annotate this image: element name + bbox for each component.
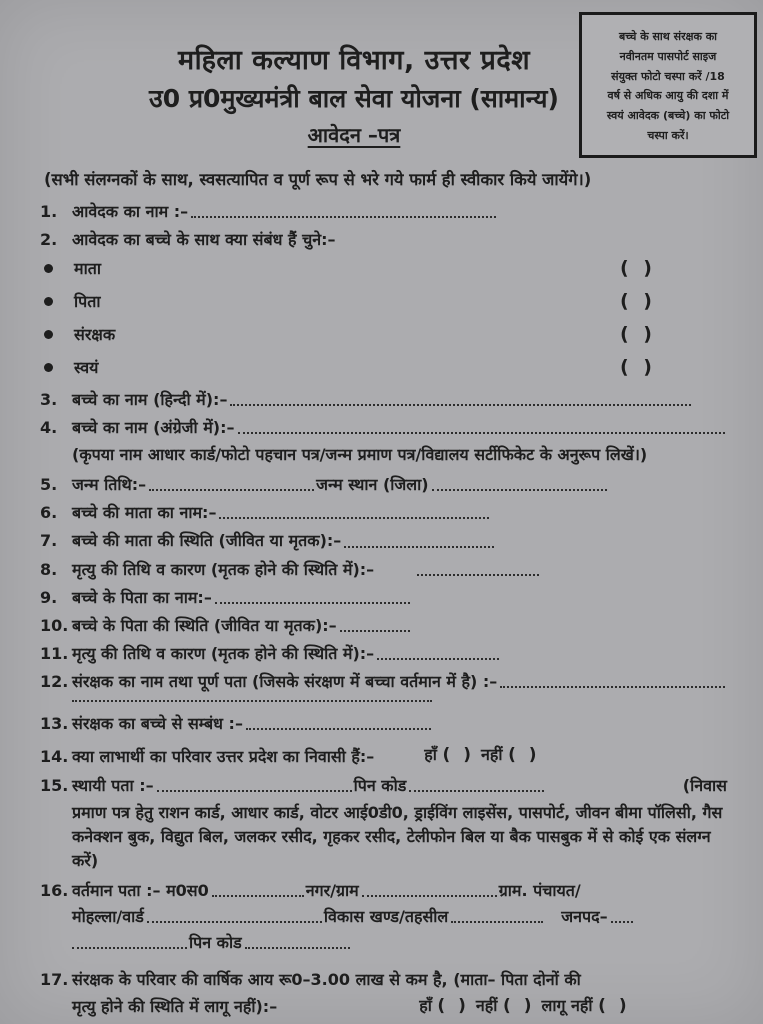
option-yes <box>424 744 471 766</box>
form-item-5 <box>40 474 727 495</box>
form-item-3 <box>40 389 727 410</box>
blank-guardian-relation[interactable] <box>246 726 431 730</box>
item-label: वर्तमान पता :– म0स0 <box>72 880 209 900</box>
item-number: 1. <box>40 201 58 221</box>
photo-instruction-box <box>579 12 757 158</box>
form-item-16-line2 <box>40 906 727 927</box>
item-label: मृत्यु की तिथि व कारण (मृतक होने की स्थिति में):– <box>72 643 375 663</box>
blank-guardian-address-line2[interactable] <box>72 698 432 702</box>
blank-district[interactable] <box>611 919 633 923</box>
form-item-2 <box>40 229 727 250</box>
form-item-7 <box>40 530 727 551</box>
option-label: पिता <box>74 291 101 311</box>
relationship-option-mother <box>52 257 727 279</box>
item-number: 14. <box>40 746 69 766</box>
item-number: 8. <box>40 559 58 579</box>
form-item-6 <box>40 502 727 523</box>
item-label: संरक्षक का बच्चे से सम्बंध :– <box>72 714 243 734</box>
option-label: हाँ <box>419 996 432 1016</box>
bullet-icon <box>44 264 53 273</box>
option-label: संरक्षक <box>74 324 116 344</box>
blank-district-cont[interactable] <box>72 945 187 949</box>
form-item-11 <box>40 643 727 664</box>
form-header <box>54 40 654 148</box>
item-label: बच्चे के पिता की स्थिति (जीवित या मृतक):– <box>72 615 337 635</box>
form-item-12 <box>40 671 727 692</box>
option-label: नहीं <box>475 996 498 1016</box>
bullet-icon <box>44 330 53 339</box>
option-label: नहीं <box>480 745 503 765</box>
blank-mother-status[interactable] <box>344 544 494 548</box>
photo-box-line: बच्चे के साथ संरक्षक का <box>618 30 718 43</box>
department-title: महिला कल्याण विभाग, उत्तर प्रदेश <box>177 45 531 76</box>
item-label: (निवास <box>682 775 727 795</box>
option-no <box>476 995 532 1017</box>
item-label: बच्चे की माता का नाम:– <box>72 503 217 523</box>
item-label: बच्चे की माता की स्थिति (जीवित या मृतक):– <box>72 531 342 551</box>
scheme-title: उ0 प्र0मुख्यमंत्री बाल सेवा योजना (सामान्य) <box>149 84 559 113</box>
item-label: मृत्यु की तिथि व कारण (मृतक होने की स्थिति में):– <box>72 559 375 579</box>
item-number: 17. <box>40 970 69 990</box>
item-label: बच्चे के पिता का नाम:– <box>72 587 212 607</box>
blank-date-of-birth[interactable] <box>149 487 314 491</box>
item-number: 11. <box>40 643 69 663</box>
option-no <box>481 744 537 766</box>
item-label: जन्म तिथि:– <box>72 475 147 495</box>
item-number: 4. <box>40 418 58 438</box>
item-label: ग्राम. पंचायत/ <box>498 880 581 900</box>
checkbox-mother[interactable]: ( ) <box>620 256 652 279</box>
item-4-note: (कृपया नाम आधार कार्ड/फोटो पहचान पत्र/जन्म प्रमाण पत्र/विद्यालय सर्टीफिकेट के अनुरूप लिखें।) <box>72 445 648 465</box>
item-label: स्थायी पता :– <box>72 775 154 795</box>
blank-block-tehsil[interactable] <box>451 919 543 923</box>
blank-permanent-pincode[interactable] <box>409 788 544 792</box>
photo-box-line: संयुक्त फोटो चस्पा करें /18 <box>611 69 725 83</box>
option-label: हाँ <box>424 745 437 765</box>
photo-box-line: वर्ष से अधिक आयु की दशा में <box>607 89 729 103</box>
checkbox-yes[interactable]: ( ) <box>442 745 471 766</box>
photo-box-line: चस्पा करें। <box>647 128 689 142</box>
form-item-16-line3 <box>40 932 727 953</box>
form-item-15 <box>40 775 727 796</box>
item-label: जनपद– <box>561 906 608 926</box>
blank-guardian-name-address[interactable] <box>500 684 725 688</box>
blank-mother-name[interactable] <box>219 515 489 519</box>
item-label: नगर/ग्राम <box>305 880 359 900</box>
form-item-9 <box>40 587 727 608</box>
item-label: क्या लाभार्थी का परिवार उत्तर प्रदेश का निवासी हैं:– <box>72 746 375 766</box>
item-label: संरक्षक के परिवार की वार्षिक आय रू0–3.00 लाख से कम है, (माता– पिता दोनों की <box>72 970 581 990</box>
checkbox-no[interactable]: ( ) <box>508 745 537 766</box>
form-item-1 <box>40 201 727 222</box>
bullet-icon <box>44 297 53 306</box>
blank-child-name-english[interactable] <box>238 430 726 434</box>
blank-current-pincode[interactable] <box>245 945 350 949</box>
item-number: 13. <box>40 714 69 734</box>
item-label: मोहल्ला/वार्ड <box>72 906 144 926</box>
option-yes <box>419 995 466 1017</box>
checkbox-guardian[interactable]: ( ) <box>620 322 652 345</box>
bullet-icon <box>44 363 53 372</box>
blank-child-name-hindi[interactable] <box>230 402 691 406</box>
item-label: पिन कोड <box>189 932 242 952</box>
relationship-option-father <box>52 290 727 312</box>
option-label: लागू नहीं <box>541 996 593 1016</box>
item-label: जन्म स्थान (जिला) <box>316 475 429 495</box>
form-item-10 <box>40 615 727 636</box>
item-number: 6. <box>40 503 58 523</box>
item-number: 2. <box>40 229 58 249</box>
option-label: माता <box>74 258 101 278</box>
form-item-16 <box>40 880 727 901</box>
item-number: 5. <box>40 475 58 495</box>
blank-permanent-address[interactable] <box>157 788 352 792</box>
form-item-8 <box>40 559 727 580</box>
item-label: बच्चे का नाम (हिन्दी में):– <box>72 389 228 409</box>
form-heading: आवेदन –पत्र <box>307 123 401 147</box>
item-number: 12. <box>40 671 69 691</box>
blank-applicant-name[interactable] <box>191 214 496 218</box>
relationship-option-self <box>52 356 727 378</box>
form-item-4 <box>40 417 727 438</box>
blank-mohalla-ward[interactable] <box>147 919 322 923</box>
item-label: मृत्यु होने की स्थिति में लागू नहीं):– <box>72 997 278 1017</box>
form-item-14 <box>40 744 727 766</box>
form-item-17 <box>40 969 727 990</box>
blank-city-village[interactable] <box>362 893 497 897</box>
blank-father-status[interactable] <box>340 628 410 632</box>
item-label: बच्चे का नाम (अंग्रेजी में):– <box>72 418 235 438</box>
item-number: 10. <box>40 615 69 635</box>
option-not-applicable <box>541 995 626 1017</box>
photo-box-line: स्वयं आवेदक (बच्चे) का फोटो <box>606 109 730 123</box>
blank-house-number[interactable] <box>212 893 304 897</box>
item-number: 15. <box>40 775 69 795</box>
item-label: पिन कोड <box>353 775 407 795</box>
item-label: आवेदक का बच्चे के साथ क्या संबंध हैं चुने:– <box>72 229 336 249</box>
option-label: स्वयं <box>74 357 99 377</box>
form-item-17-line2 <box>40 995 727 1017</box>
relationship-option-guardian <box>52 323 727 345</box>
notice-text: (सभी संलग्नकों के साथ, स्वसत्यापित व पूर्ण रूप से भरे गये फार्म ही स्वीकार किये जायेंगे।) <box>44 170 592 189</box>
item-15-note: प्रमाण पत्र हेतु राशन कार्ड, आधार कार्ड, वोटर आई0डी0, ड्राईविंग लाइसेंस, पासपोर्ट, जीवन बीमा पॉलिसी, गैस कनेक्शन बुक, विद्युत बिल, जलकर रसीद, गृहकर रसीद, टेलीफोन बिल या बैक पासबुक में से कोई एक संलग्न करें) <box>72 802 723 870</box>
item-number: 3. <box>40 389 58 409</box>
form-item-12-cont <box>40 698 727 706</box>
item-label: आवेदक का नाम :– <box>72 201 189 221</box>
item-label: विकास खण्ड/तहसील <box>323 906 449 926</box>
blank-father-death-date-cause[interactable] <box>377 656 499 660</box>
blank-mother-death-date-cause[interactable] <box>417 572 539 576</box>
item-number: 16. <box>40 880 69 900</box>
checkbox-self[interactable]: ( ) <box>620 355 652 378</box>
blank-birth-place[interactable] <box>432 487 607 491</box>
checkbox-father[interactable]: ( ) <box>620 289 652 312</box>
checkbox-not-applicable[interactable]: ( ) <box>598 996 627 1017</box>
form-item-13 <box>40 713 727 734</box>
item-label: संरक्षक का नाम तथा पूर्ण पता (जिसके संरक्षण में बच्चा वर्तमान में है) :– <box>72 671 498 691</box>
photo-box-line: नवीनतम पासपोर्ट साइज <box>619 49 717 63</box>
item-number: 9. <box>40 587 58 607</box>
item-number: 7. <box>40 531 58 551</box>
checkbox-no[interactable]: ( ) <box>503 996 532 1017</box>
blank-father-name[interactable] <box>215 600 410 604</box>
checkbox-yes[interactable]: ( ) <box>437 996 466 1017</box>
